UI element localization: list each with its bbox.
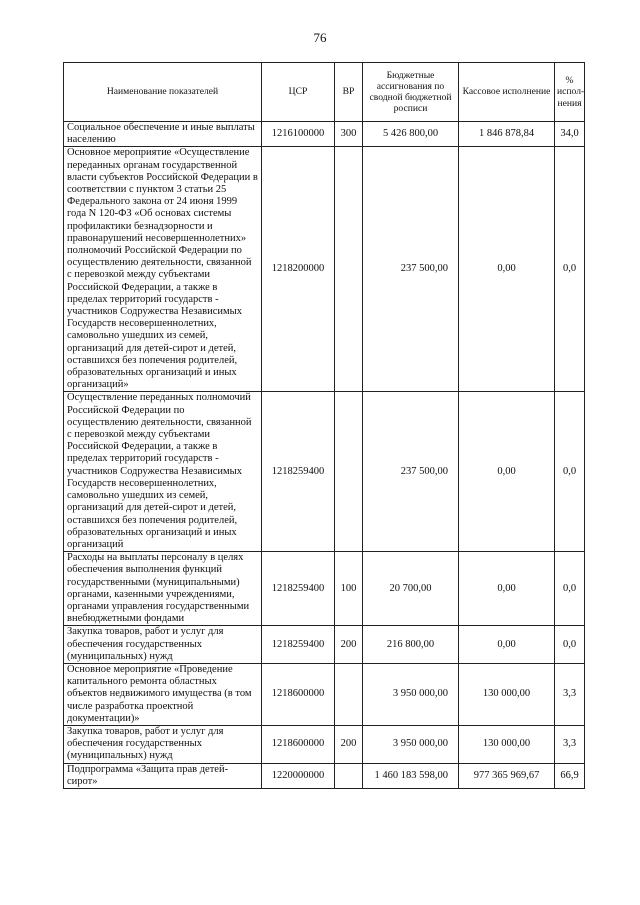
table-row [64, 122, 585, 147]
row-name: Социальное обеспечение и иные выплаты населению [64, 122, 262, 147]
row-csr: 1220000000 [262, 763, 335, 788]
row-vr: 300 [335, 122, 363, 147]
table-header [64, 63, 585, 122]
budget-execution-table [63, 62, 585, 789]
header-name: Наименование показателей [64, 63, 262, 122]
table-row [64, 763, 585, 788]
row-budget: 3 950 000,00 [363, 725, 459, 763]
row-cash: 0,00 [459, 552, 555, 626]
row-csr: 1218259400 [262, 552, 335, 626]
row-budget: 5 426 800,00 [363, 122, 459, 147]
row-percent: 0,0 [555, 147, 585, 392]
row-budget: 237 500,00 [363, 147, 459, 392]
header-csr: ЦСР [262, 63, 335, 122]
row-name: Основное мероприятие «Осуществление переданных органам государственной власти субъектов Российской Федерации в соответствии с пунктом 3 статьи 25 Федерального закона от 24 июня 1999 года N 120-ФЗ «Об основах системы профилактики безнадзорности и правонарушений несовершеннолетних» полномочий Российской Федерации по осуществлению деятельности, связанной с перевозкой между субъектами Российской Федерации, а также в пределах территорий государств - участников Содружества Независимых Государств несовершеннолетних, самовольно ушедших из семей, организаций для детей-сирот и детей, оставшихся без попечения родителей, образовательных организаций и иных организаций» [64, 147, 262, 392]
row-csr: 1218600000 [262, 725, 335, 763]
row-csr: 1218259400 [262, 392, 335, 552]
row-csr: 1218259400 [262, 626, 335, 664]
row-cash: 0,00 [459, 392, 555, 552]
table-row [64, 725, 585, 763]
row-name: Осуществление переданных полномочий Российской Федерации по осуществлению деятельности, связанной с перевозкой между субъектами Российской Федерации, а также в пределах территорий государств - участников Содружества Независимых Государств несовершеннолетних, самовольно ушедших из семей, организаций для детей-сирот и детей, оставшихся без попечения родителей, образовательных организаций и иных организаций [64, 392, 262, 552]
row-vr: 100 [335, 552, 363, 626]
row-budget: 3 950 000,00 [363, 663, 459, 725]
row-vr [335, 663, 363, 725]
row-cash: 977 365 969,67 [459, 763, 555, 788]
row-csr: 1218200000 [262, 147, 335, 392]
row-vr: 200 [335, 725, 363, 763]
row-cash: 130 000,00 [459, 725, 555, 763]
table-body [64, 122, 585, 789]
header-vr: ВР [335, 63, 363, 122]
row-cash: 0,00 [459, 147, 555, 392]
row-cash: 130 000,00 [459, 663, 555, 725]
row-csr: 1218600000 [262, 663, 335, 725]
header-cash: Кассовое исполнение [459, 63, 555, 122]
row-name: Подпрограмма «Защита прав детей-сирот» [64, 763, 262, 788]
table-row [64, 147, 585, 392]
row-vr [335, 147, 363, 392]
table-row [64, 626, 585, 664]
row-name: Закупка товаров, работ и услуг для обеспечения государственных (муниципальных) нужд [64, 626, 262, 664]
header-percent: % испол- нения [555, 63, 585, 122]
table-row [64, 392, 585, 552]
row-name: Расходы на выплаты персоналу в целях обеспечения выполнения функций государственными (муниципальными) органами, казенными учреждениями, органами управления государственными внебюджетными фондами [64, 552, 262, 626]
table-row [64, 552, 585, 626]
row-vr [335, 763, 363, 788]
row-percent: 0,0 [555, 626, 585, 664]
row-budget: 216 800,00 [363, 626, 459, 664]
row-csr: 1216100000 [262, 122, 335, 147]
row-percent: 3,3 [555, 663, 585, 725]
row-vr: 200 [335, 626, 363, 664]
row-percent: 3,3 [555, 725, 585, 763]
header-row [64, 63, 585, 122]
row-name: Основное мероприятие «Проведение капитального ремонта областных объектов недвижимого имущества (в том числе разработка проектной документации)» [64, 663, 262, 725]
row-percent: 0,0 [555, 392, 585, 552]
row-percent: 0,0 [555, 552, 585, 626]
row-percent: 66,9 [555, 763, 585, 788]
row-budget: 237 500,00 [363, 392, 459, 552]
row-name: Закупка товаров, работ и услуг для обеспечения государственных (муниципальных) нужд [64, 725, 262, 763]
row-budget: 20 700,00 [363, 552, 459, 626]
table-row [64, 663, 585, 725]
row-cash: 1 846 878,84 [459, 122, 555, 147]
header-budget: Бюджетные ассигнования по сводной бюджетной росписи [363, 63, 459, 122]
row-vr [335, 392, 363, 552]
row-percent: 34,0 [555, 122, 585, 147]
row-budget: 1 460 183 598,00 [363, 763, 459, 788]
row-cash: 0,00 [459, 626, 555, 664]
page-number: 76 [313, 30, 327, 45]
